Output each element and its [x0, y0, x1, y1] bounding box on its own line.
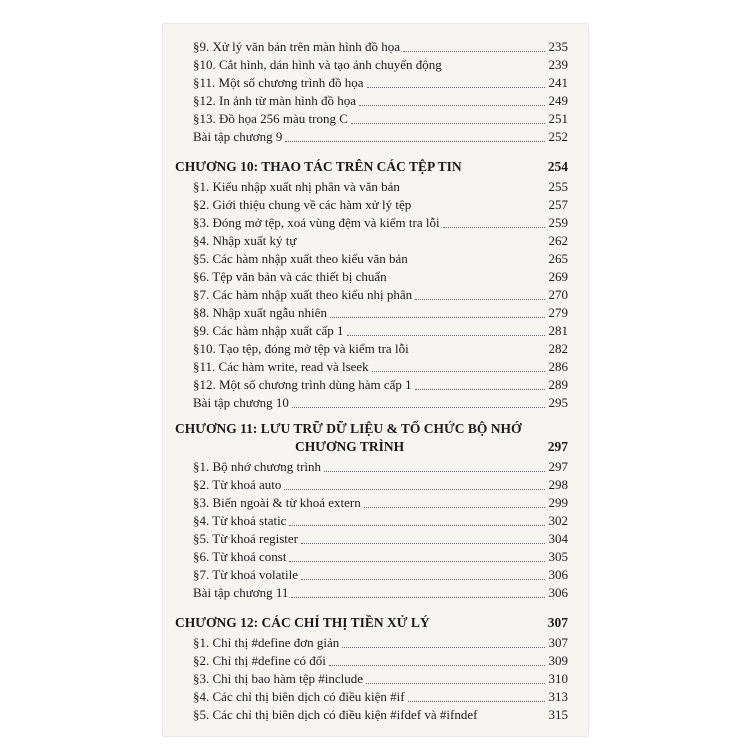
toc-entry-label: §1. Chỉ thị #define đơn giản	[193, 635, 340, 650]
toc-entry-page: 241	[548, 75, 568, 90]
toc-entry-label: §6. Từ khoá const	[193, 549, 287, 564]
toc-entry-label: Bài tập chương 11	[193, 585, 289, 600]
toc-entry	[163, 286, 588, 304]
dot-leader	[351, 123, 545, 124]
dot-leader	[367, 87, 545, 88]
chapter-title: CHƯƠNG 10: THAO TÁC TRÊN CÁC TỆP TIN	[175, 159, 462, 174]
toc-entry-page: 310	[548, 671, 568, 686]
chapter-page: 254	[547, 159, 568, 174]
toc-entry	[163, 250, 588, 268]
dot-leader	[403, 51, 545, 52]
toc-entry-page: 259	[548, 215, 568, 230]
toc-entry	[163, 706, 588, 724]
toc-entry-label: §2. Từ khoá auto	[193, 477, 282, 492]
chapter-heading	[163, 420, 588, 438]
toc-entry	[163, 458, 588, 476]
toc-entry	[163, 74, 588, 92]
toc-entry-page: 255	[548, 179, 568, 194]
dot-leader	[301, 543, 545, 544]
dot-leader	[347, 335, 545, 336]
toc-entry-label: Bài tập chương 9	[193, 129, 283, 144]
dot-leader	[301, 579, 545, 580]
chapter-title: CHƯƠNG 12: CÁC CHỈ THỊ TIỀN XỬ LÝ	[175, 615, 430, 630]
toc-entry	[163, 340, 588, 358]
dot-leader	[330, 317, 545, 318]
toc-entry-page: 262	[548, 233, 568, 248]
toc-entry-page: 306	[548, 585, 568, 600]
dot-leader	[443, 227, 545, 228]
dot-leader	[291, 597, 545, 598]
dot-leader	[408, 701, 545, 702]
toc-entry-label: §3. Chỉ thị bao hàm tệp #include	[193, 671, 364, 686]
toc-entry-label: §7. Từ khoá volatile	[193, 567, 299, 582]
toc-entry	[163, 232, 588, 250]
toc-entry	[163, 494, 588, 512]
chapter-heading	[163, 158, 588, 176]
toc-entry-page: 307	[548, 635, 568, 650]
toc-entry	[163, 476, 588, 494]
chapter-title-line2: CHƯƠNG TRÌNH	[295, 439, 405, 454]
toc-entry-label: §1. Kiểu nhập xuất nhị phân và văn bản	[193, 179, 400, 194]
toc-entry	[163, 304, 588, 322]
toc-entry-label: §3. Biến ngoài & từ khoá extern	[193, 495, 361, 510]
toc-entry-label: §12. Một số chương trình dùng hàm cấp 1	[193, 377, 412, 392]
toc-entry-label: §5. Các hàm nhập xuất theo kiểu văn bản	[193, 251, 408, 266]
toc-entry	[163, 394, 588, 412]
toc-entry-page: 282	[548, 341, 568, 356]
toc-entry	[163, 128, 588, 146]
book-page	[163, 24, 588, 736]
toc-entry	[163, 92, 588, 110]
toc-entry	[163, 358, 588, 376]
toc-entry-page: 251	[548, 111, 568, 126]
dot-leader	[359, 105, 545, 106]
toc-entry-page: 269	[548, 269, 568, 284]
toc-entry-label: §2. Chỉ thị #define có đối	[193, 653, 326, 668]
toc-entry-page: 281	[548, 323, 568, 338]
toc-entry-label: §10. Cắt hình, dán hình và tạo ảnh chuyển động	[193, 57, 442, 72]
chapter-heading-continued	[163, 438, 588, 456]
toc-entry	[163, 214, 588, 232]
toc-entry-label: §13. Đồ họa 256 màu trong C	[193, 111, 348, 126]
toc-entry	[163, 178, 588, 196]
toc-entry-label: §1. Bộ nhớ chương trình	[193, 459, 322, 474]
dot-leader	[284, 489, 545, 490]
toc-entry-label: §5. Từ khoá register	[193, 531, 299, 546]
dot-leader	[366, 683, 545, 684]
toc-entry	[163, 670, 588, 688]
toc-entry	[163, 196, 588, 214]
dot-leader	[329, 665, 545, 666]
toc-entry-label: §5. Các chỉ thị biên dịch có điều kiện #ifdef và #ifndef	[193, 707, 478, 722]
toc-entry-page: 306	[548, 567, 568, 582]
toc-entry-page: 249	[548, 93, 568, 108]
toc-entry-page: 252	[548, 129, 568, 144]
toc-entry-label: §4. Từ khoá static	[193, 513, 287, 528]
toc-entry-page: 304	[548, 531, 568, 546]
toc-entry-label: §10. Tạo tệp, đóng mở tệp và kiểm tra lỗi	[193, 341, 409, 356]
dot-leader	[415, 389, 545, 390]
dot-leader	[289, 525, 545, 526]
toc-entry-label: §2. Giới thiệu chung về các hàm xử lý tệp	[193, 197, 412, 212]
toc-entry-page: 299	[548, 495, 568, 510]
toc-entry-page: 270	[548, 287, 568, 302]
dot-leader	[285, 141, 545, 142]
toc-entry-page: 257	[548, 197, 568, 212]
toc-entry	[163, 688, 588, 706]
toc-entry-label: §7. Các hàm nhập xuất theo kiểu nhị phân	[193, 287, 413, 302]
toc-entry-label: §8. Nhập xuất ngẫu nhiên	[193, 305, 327, 320]
toc-entry	[163, 548, 588, 566]
toc-entry	[163, 584, 588, 602]
toc-entry-page: 302	[548, 513, 568, 528]
toc-entry	[163, 110, 588, 128]
toc-entry-page: 313	[548, 689, 568, 704]
toc-entry-label: §6. Tệp văn bản và các thiết bị chuẩn	[193, 269, 387, 284]
toc-entry-label: §12. In ảnh từ màn hình đồ họa	[193, 93, 357, 108]
toc-entry	[163, 566, 588, 584]
toc-entry-page: 239	[548, 57, 568, 72]
dot-leader	[342, 647, 545, 648]
toc-entry-page: 235	[548, 39, 568, 54]
toc-entry-page: 286	[548, 359, 568, 374]
toc-entry-label: §4. Nhập xuất ký tự	[193, 233, 297, 248]
toc-entry-page: 279	[548, 305, 568, 320]
toc-entry-label: §9. Xử lý văn bản trên màn hình đồ họa	[193, 39, 401, 54]
toc-entry	[163, 530, 588, 548]
toc-entry-label: §9. Các hàm nhập xuất cấp 1	[193, 323, 344, 338]
toc-entry-page: 315	[548, 707, 568, 722]
toc-entry-page: 265	[548, 251, 568, 266]
toc-entry-page: 305	[548, 549, 568, 564]
toc-entry-page: 295	[548, 395, 568, 410]
toc-entry-label: §11. Các hàm write, read và lseek	[193, 359, 369, 374]
toc-entry	[163, 268, 588, 286]
toc-entry-label: §3. Đóng mở tệp, xoá vùng đệm và kiểm tra lỗi	[193, 215, 440, 230]
toc-entry-page: 298	[548, 477, 568, 492]
dot-leader	[289, 561, 545, 562]
toc-entry	[163, 652, 588, 670]
toc-entry-label: §11. Một số chương trình đồ họa	[193, 75, 364, 90]
toc-entry	[163, 322, 588, 340]
toc-entry-page: 297	[548, 459, 568, 474]
toc-entry	[163, 512, 588, 530]
toc-entry-page: 309	[548, 653, 568, 668]
toc-entry	[163, 56, 588, 74]
dot-leader	[415, 299, 545, 300]
toc-entry	[163, 634, 588, 652]
dot-leader	[372, 371, 545, 372]
toc-entry-label: Bài tập chương 10	[193, 395, 289, 410]
chapter-page: 307	[547, 615, 568, 630]
toc-entry	[163, 38, 588, 56]
dot-leader	[292, 407, 545, 408]
toc-entry-label: §4. Các chỉ thị biên dịch có điều kiện #if	[193, 689, 405, 704]
dot-leader	[364, 507, 545, 508]
toc-entry-page: 289	[548, 377, 568, 392]
chapter-heading	[163, 614, 588, 632]
dot-leader	[324, 471, 545, 472]
chapter-page: 297	[547, 439, 568, 454]
toc-entry	[163, 376, 588, 394]
chapter-title: CHƯƠNG 11: LƯU TRỮ DỮ LIỆU & TỔ CHỨC BỘ NHỚ	[175, 421, 522, 436]
